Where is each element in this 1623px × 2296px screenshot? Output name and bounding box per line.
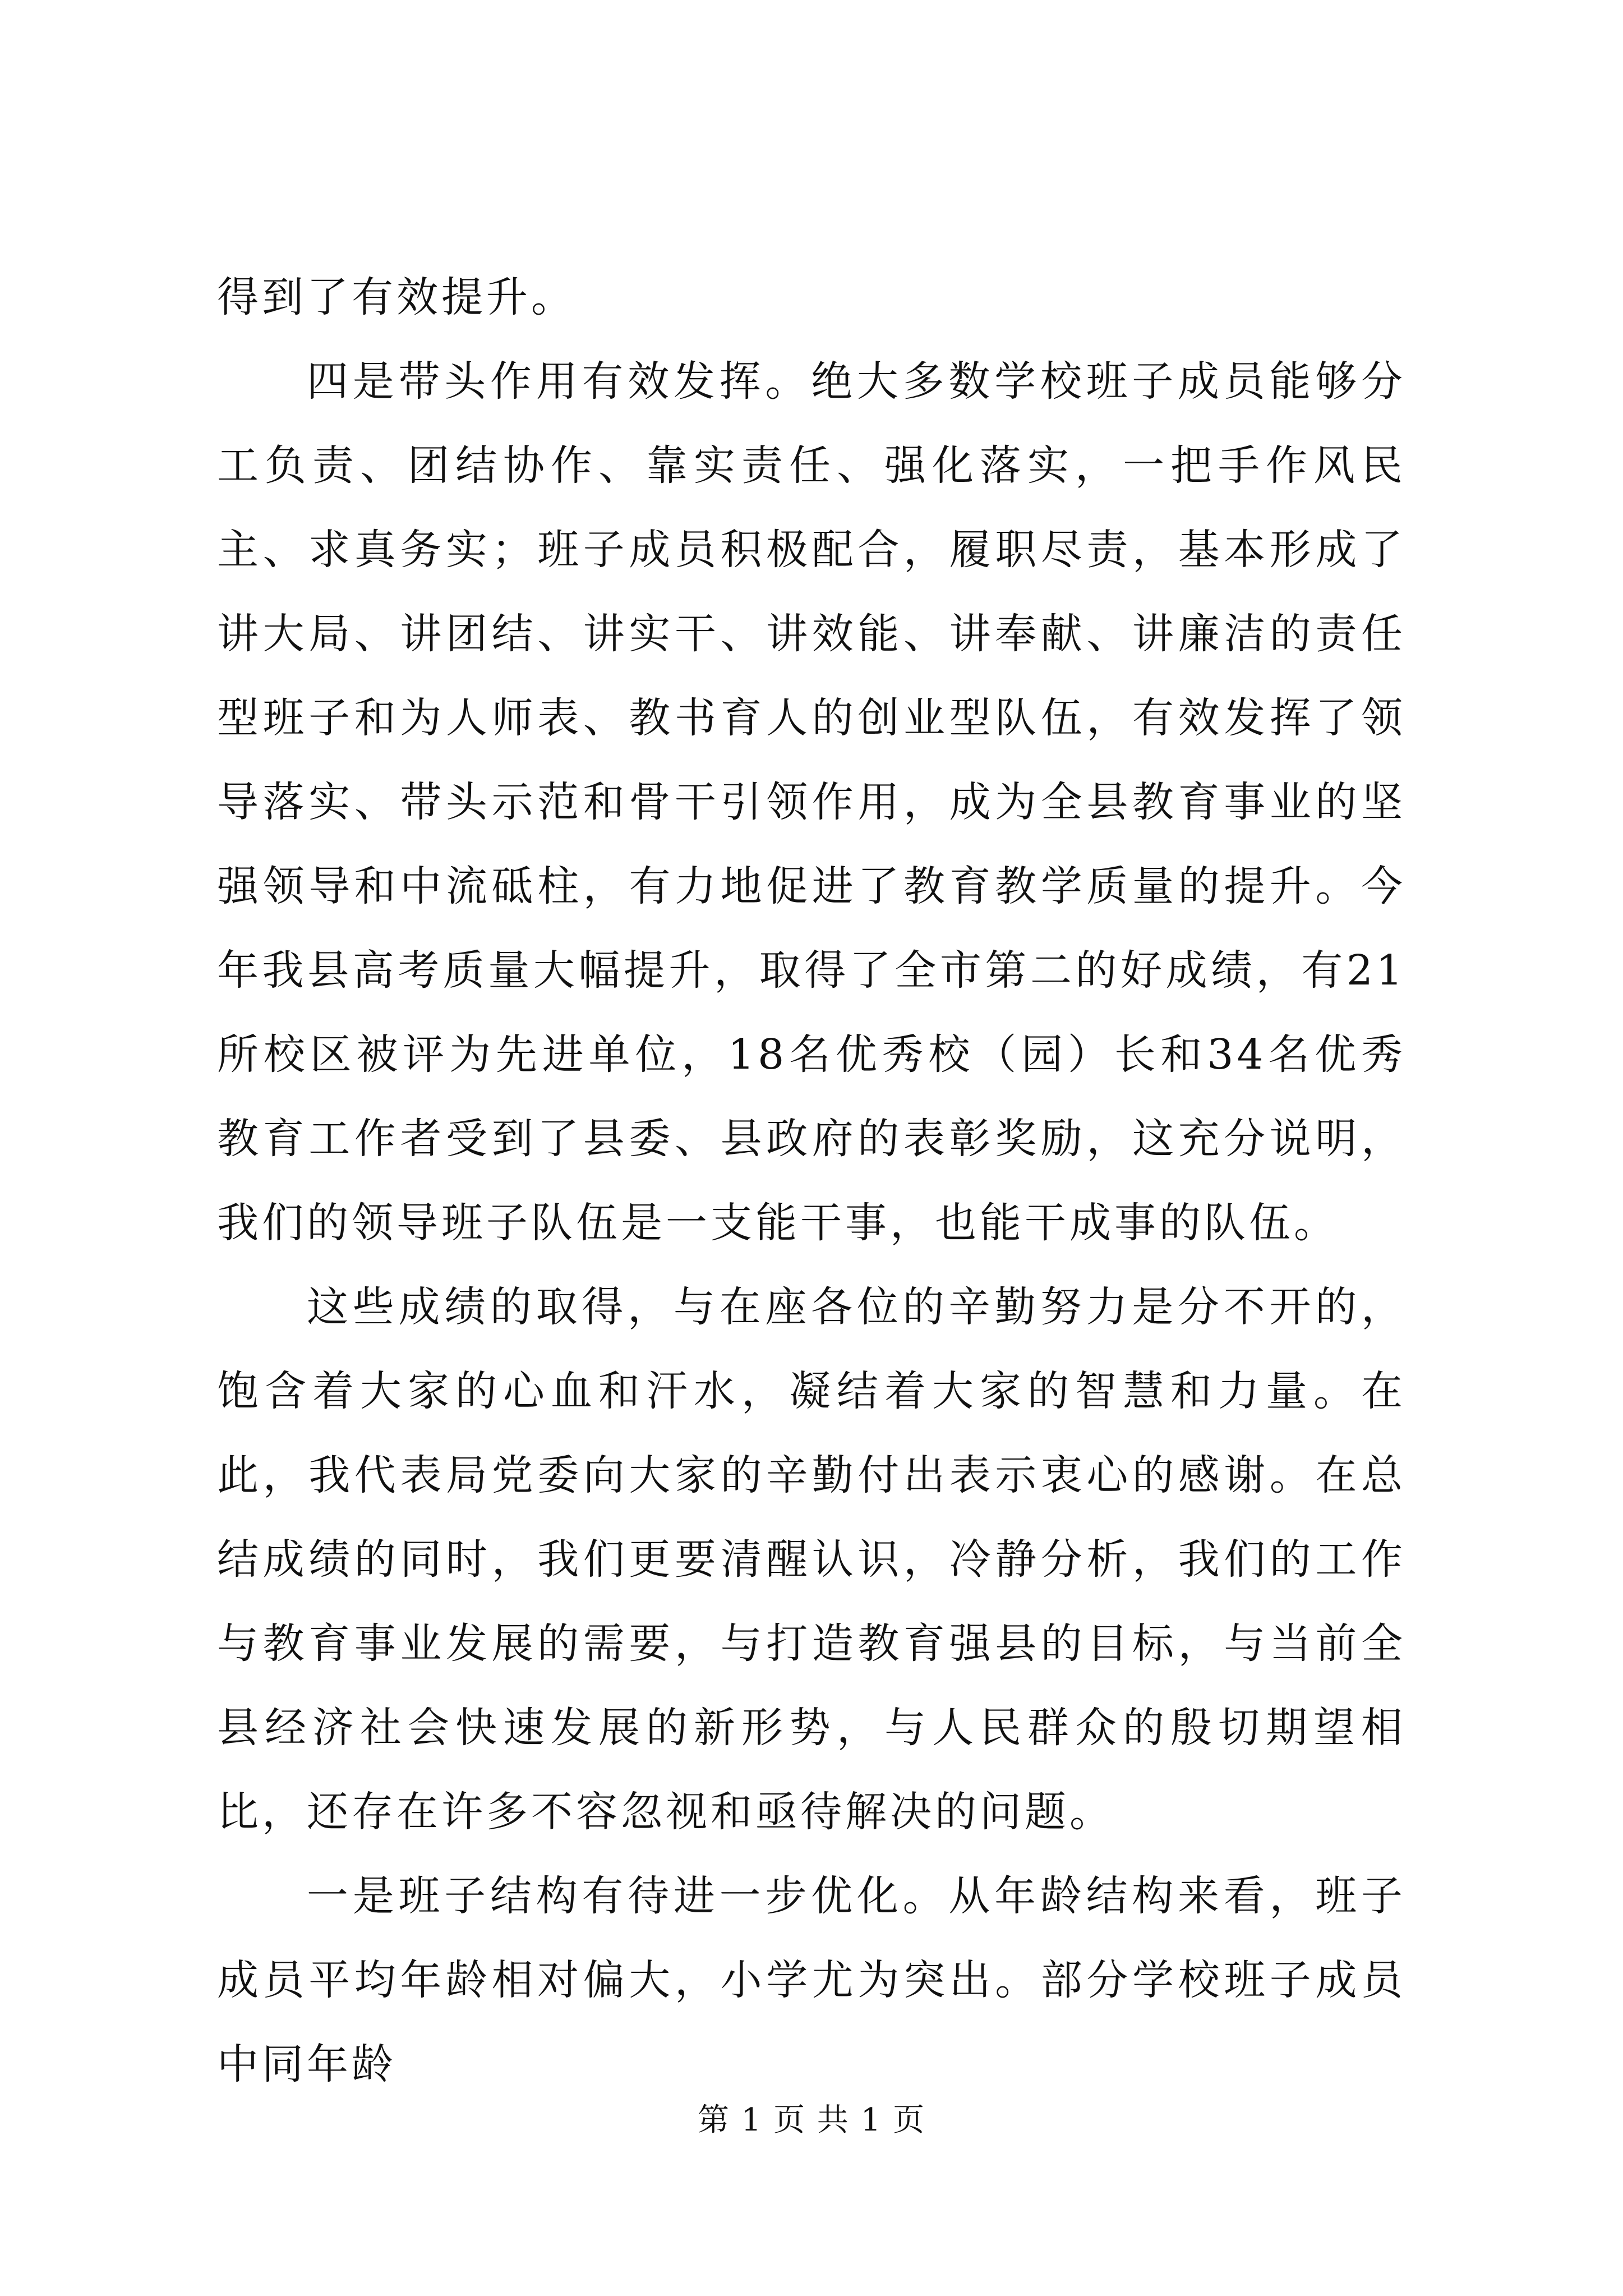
page-number-footer: 第 1 页 共 1 页 bbox=[697, 2102, 926, 2138]
document-body bbox=[217, 255, 1406, 2106]
paragraph-achievements-and-problems: 这些成绩的取得，与在座各位的辛勤努力是分不开的，饱含着大家的心血和汗水，凝结着大家的智慧和力量。在此，我代表局党委向大家的辛勤付出表示衷心的感谢。在总结成绩的同时，我们更要清醒认识，冷静分析，我们的工作与教育事业发展的需要，与打造教育强县的目标，与当前全县经济社会快速发展的新形势，与人民群众的殷切期望相比，还存在许多不容忽视和亟待解决的问题。 bbox=[217, 1283, 1406, 1836]
paragraph-leadership-role: 四是带头作用有效发挥。绝大多数学校班子成员能够分工负责、团结协作、靠实责任、强化落实，一把手作风民主、求真务实；班子成员积极配合，履职尽责，基本形成了讲大局、讲团结、讲实干、讲效能、讲奉献、讲廉洁的责任型班子和为人师表、教书育人的创业型队伍，有效发挥了领导落实、带头示范和骨干引领作用，成为全县教育事业的坚强领导和中流砥柱，有力地促进了教育教学质量的提升。今年我县高考质量大幅提升，取得了全市第二的好成绩，有21所校区被评为先进单位，18名优秀校（园）长和34名优秀教育工作者受到了县委、县政府的表彰奖励，这充分说明，我们的领导班子队伍是一支能干事，也能干成事的队伍。 bbox=[217, 357, 1406, 1247]
paragraph-continuation: 得到了有效提升。 bbox=[217, 273, 576, 321]
paragraph-structure-optimization: 一是班子结构有待进一步优化。从年龄结构来看，班子成员平均年龄相对偏大，小学尤为突出。部分学校班子成员中同年龄 bbox=[217, 1872, 1406, 2088]
